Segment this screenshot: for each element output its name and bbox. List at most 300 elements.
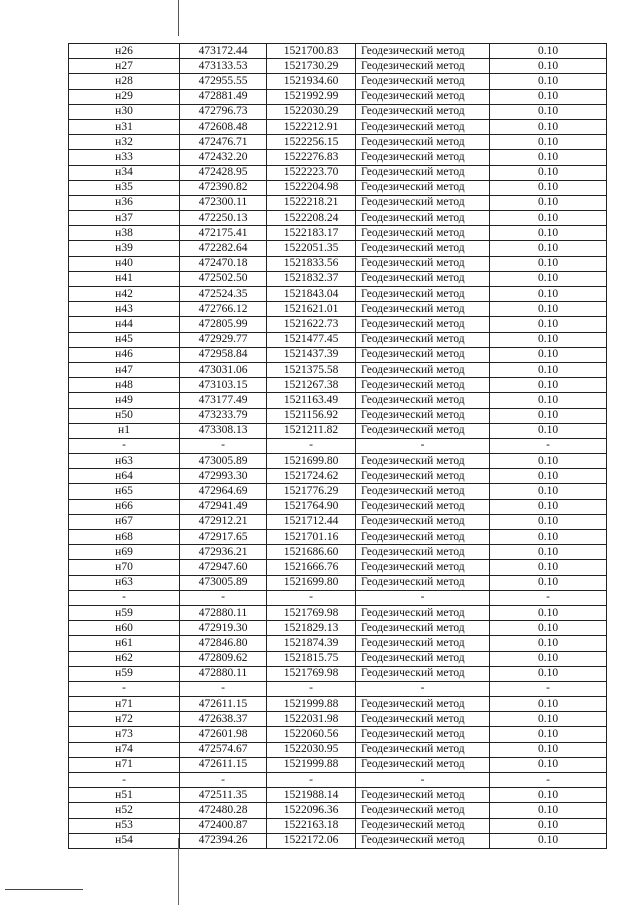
point-name-cell: н71 xyxy=(69,697,180,712)
x-coordinate-cell: 473177.49 xyxy=(180,393,267,408)
x-coordinate-cell: - xyxy=(180,590,267,605)
method-cell: Геодезический метод xyxy=(356,454,490,469)
x-coordinate-cell: 473031.06 xyxy=(180,362,267,377)
precision-cell: 0.10 xyxy=(490,135,607,150)
precision-cell: 0.10 xyxy=(490,499,607,514)
x-coordinate-cell: 472601.98 xyxy=(180,727,267,742)
y-coordinate-cell: 1522276.83 xyxy=(267,150,356,165)
precision-cell: 0.10 xyxy=(490,59,607,74)
precision-cell: 0.10 xyxy=(490,514,607,529)
precision-cell: 0.10 xyxy=(490,651,607,666)
method-cell: - xyxy=(356,681,490,696)
point-name-cell: н29 xyxy=(69,89,180,104)
point-name-cell: н54 xyxy=(69,833,180,848)
x-coordinate-cell: 472476.71 xyxy=(180,135,267,150)
method-cell: Геодезический метод xyxy=(356,44,490,59)
x-coordinate-cell: 472428.95 xyxy=(180,165,267,180)
table-row xyxy=(69,241,607,256)
table-row xyxy=(69,119,607,134)
point-name-cell: н68 xyxy=(69,530,180,545)
method-cell: Геодезический метод xyxy=(356,818,490,833)
y-coordinate-cell: 1521699.80 xyxy=(267,454,356,469)
point-name-cell: н45 xyxy=(69,332,180,347)
precision-cell: 0.10 xyxy=(490,347,607,362)
point-name-cell: н32 xyxy=(69,135,180,150)
x-coordinate-cell: 472611.15 xyxy=(180,757,267,772)
point-name-cell: - xyxy=(69,590,180,605)
precision-cell: 0.10 xyxy=(490,833,607,848)
y-coordinate-cell: - xyxy=(267,773,356,788)
point-name-cell: - xyxy=(69,438,180,453)
method-cell: Геодезический метод xyxy=(356,332,490,347)
precision-cell: 0.10 xyxy=(490,560,607,575)
table-row xyxy=(69,408,607,423)
point-name-cell: н51 xyxy=(69,788,180,803)
table-row xyxy=(69,59,607,74)
method-cell: Геодезический метод xyxy=(356,119,490,134)
table-row xyxy=(69,818,607,833)
precision-cell: 0.10 xyxy=(490,44,607,59)
precision-cell: 0.10 xyxy=(490,545,607,560)
precision-cell: - xyxy=(490,590,607,605)
table-row xyxy=(69,605,607,620)
y-coordinate-cell: 1522030.29 xyxy=(267,104,356,119)
point-name-cell: н53 xyxy=(69,818,180,833)
y-coordinate-cell: 1522051.35 xyxy=(267,241,356,256)
method-cell: - xyxy=(356,773,490,788)
x-coordinate-cell: 472282.64 xyxy=(180,241,267,256)
method-cell: Геодезический метод xyxy=(356,469,490,484)
point-name-cell: н39 xyxy=(69,241,180,256)
method-cell: Геодезический метод xyxy=(356,271,490,286)
precision-cell: - xyxy=(490,773,607,788)
precision-cell: 0.10 xyxy=(490,697,607,712)
method-cell: Геодезический метод xyxy=(356,712,490,727)
x-coordinate-cell: 472511.35 xyxy=(180,788,267,803)
point-name-cell: н35 xyxy=(69,180,180,195)
method-cell: Геодезический метод xyxy=(356,833,490,848)
precision-cell: 0.10 xyxy=(490,712,607,727)
table-row xyxy=(69,256,607,271)
x-coordinate-cell: 472638.37 xyxy=(180,712,267,727)
precision-cell: 0.10 xyxy=(490,530,607,545)
method-cell: Геодезический метод xyxy=(356,256,490,271)
x-coordinate-cell: 473308.13 xyxy=(180,423,267,438)
precision-cell: 0.10 xyxy=(490,256,607,271)
y-coordinate-cell: 1521999.88 xyxy=(267,697,356,712)
y-coordinate-cell: 1522060.56 xyxy=(267,727,356,742)
footer-rule xyxy=(5,889,83,890)
table-row xyxy=(69,484,607,499)
x-coordinate-cell: - xyxy=(180,681,267,696)
method-cell: Геодезический метод xyxy=(356,347,490,362)
method-cell: Геодезический метод xyxy=(356,241,490,256)
precision-cell: 0.10 xyxy=(490,818,607,833)
table-row xyxy=(69,195,607,210)
point-name-cell: н71 xyxy=(69,757,180,772)
table-row xyxy=(69,681,607,696)
method-cell: Геодезический метод xyxy=(356,195,490,210)
table-row xyxy=(69,742,607,757)
table-row xyxy=(69,575,607,590)
point-name-cell: н36 xyxy=(69,195,180,210)
x-coordinate-cell: 472955.55 xyxy=(180,74,267,89)
x-coordinate-cell: 472502.50 xyxy=(180,271,267,286)
point-name-cell: н50 xyxy=(69,408,180,423)
y-coordinate-cell: 1522218.21 xyxy=(267,195,356,210)
x-coordinate-cell: 472936.21 xyxy=(180,545,267,560)
table-row xyxy=(69,150,607,165)
table-row xyxy=(69,104,607,119)
y-coordinate-cell: 1521769.98 xyxy=(267,605,356,620)
y-coordinate-cell: 1521769.98 xyxy=(267,666,356,681)
y-coordinate-cell: 1521156.92 xyxy=(267,408,356,423)
point-name-cell: н59 xyxy=(69,605,180,620)
point-name-cell: н62 xyxy=(69,651,180,666)
table-row xyxy=(69,712,607,727)
method-cell: Геодезический метод xyxy=(356,742,490,757)
x-coordinate-cell: 472480.28 xyxy=(180,803,267,818)
y-coordinate-cell: 1522204.98 xyxy=(267,180,356,195)
precision-cell: 0.10 xyxy=(490,469,607,484)
table-row xyxy=(69,590,607,605)
y-coordinate-cell: 1521999.88 xyxy=(267,757,356,772)
method-cell: Геодезический метод xyxy=(356,605,490,620)
method-cell: Геодезический метод xyxy=(356,621,490,636)
precision-cell: - xyxy=(490,681,607,696)
table-row xyxy=(69,803,607,818)
x-coordinate-cell: 472958.84 xyxy=(180,347,267,362)
table-row xyxy=(69,317,607,332)
precision-cell: 0.10 xyxy=(490,636,607,651)
method-cell: Геодезический метод xyxy=(356,211,490,226)
point-name-cell: н63 xyxy=(69,454,180,469)
point-name-cell: н43 xyxy=(69,302,180,317)
y-coordinate-cell: 1521829.13 xyxy=(267,621,356,636)
method-cell: Геодезический метод xyxy=(356,575,490,590)
table-row xyxy=(69,135,607,150)
y-coordinate-cell: 1521621.01 xyxy=(267,302,356,317)
method-cell: Геодезический метод xyxy=(356,104,490,119)
table-row xyxy=(69,545,607,560)
table-row xyxy=(69,666,607,681)
table-row xyxy=(69,697,607,712)
precision-cell: 0.10 xyxy=(490,575,607,590)
table-row xyxy=(69,44,607,59)
x-coordinate-cell: 472175.41 xyxy=(180,226,267,241)
x-coordinate-cell: 472880.11 xyxy=(180,666,267,681)
table-row xyxy=(69,788,607,803)
method-cell: Геодезический метод xyxy=(356,287,490,302)
point-name-cell: н61 xyxy=(69,636,180,651)
point-name-cell: н40 xyxy=(69,256,180,271)
method-cell: Геодезический метод xyxy=(356,74,490,89)
method-cell: Геодезический метод xyxy=(356,423,490,438)
x-coordinate-cell: 472390.82 xyxy=(180,180,267,195)
y-coordinate-cell: 1521833.56 xyxy=(267,256,356,271)
margin-line-top xyxy=(178,0,179,36)
x-coordinate-cell: 472880.11 xyxy=(180,605,267,620)
point-name-cell: н34 xyxy=(69,165,180,180)
table-row xyxy=(69,530,607,545)
precision-cell: 0.10 xyxy=(490,271,607,286)
y-coordinate-cell: - xyxy=(267,590,356,605)
point-name-cell: н30 xyxy=(69,104,180,119)
x-coordinate-cell: 472947.60 xyxy=(180,560,267,575)
x-coordinate-cell: 472912.21 xyxy=(180,514,267,529)
precision-cell: 0.10 xyxy=(490,666,607,681)
x-coordinate-cell: 472611.15 xyxy=(180,697,267,712)
y-coordinate-cell: 1521699.80 xyxy=(267,575,356,590)
point-name-cell: н63 xyxy=(69,575,180,590)
precision-cell: 0.10 xyxy=(490,393,607,408)
precision-cell: 0.10 xyxy=(490,180,607,195)
y-coordinate-cell: 1522208.24 xyxy=(267,211,356,226)
x-coordinate-cell: 472524.35 xyxy=(180,287,267,302)
precision-cell: 0.10 xyxy=(490,332,607,347)
method-cell: Геодезический метод xyxy=(356,757,490,772)
y-coordinate-cell: 1521764.90 xyxy=(267,499,356,514)
point-name-cell: н42 xyxy=(69,287,180,302)
y-coordinate-cell: 1522163.18 xyxy=(267,818,356,833)
x-coordinate-cell: 473103.15 xyxy=(180,378,267,393)
y-coordinate-cell: - xyxy=(267,681,356,696)
x-coordinate-cell: 472470.18 xyxy=(180,256,267,271)
y-coordinate-cell: 1521163.49 xyxy=(267,393,356,408)
method-cell: Геодезический метод xyxy=(356,545,490,560)
point-name-cell: н66 xyxy=(69,499,180,514)
x-coordinate-cell: 472846.80 xyxy=(180,636,267,651)
method-cell: Геодезический метод xyxy=(356,150,490,165)
coordinates-table-body xyxy=(69,44,607,849)
x-coordinate-cell: 473005.89 xyxy=(180,454,267,469)
y-coordinate-cell: 1521622.73 xyxy=(267,317,356,332)
table-row xyxy=(69,727,607,742)
method-cell: Геодезический метод xyxy=(356,666,490,681)
y-coordinate-cell: 1521701.16 xyxy=(267,530,356,545)
point-name-cell: - xyxy=(69,773,180,788)
x-coordinate-cell: 472796.73 xyxy=(180,104,267,119)
table-row xyxy=(69,773,607,788)
precision-cell: 0.10 xyxy=(490,287,607,302)
x-coordinate-cell: 473133.53 xyxy=(180,59,267,74)
method-cell: Геодезический метод xyxy=(356,788,490,803)
point-name-cell: - xyxy=(69,681,180,696)
x-coordinate-cell: 473172.44 xyxy=(180,44,267,59)
point-name-cell: н65 xyxy=(69,484,180,499)
y-coordinate-cell: 1522031.98 xyxy=(267,712,356,727)
point-name-cell: н49 xyxy=(69,393,180,408)
point-name-cell: н27 xyxy=(69,59,180,74)
precision-cell: 0.10 xyxy=(490,742,607,757)
y-coordinate-cell: 1521832.37 xyxy=(267,271,356,286)
x-coordinate-cell: 472250.13 xyxy=(180,211,267,226)
precision-cell: 0.10 xyxy=(490,362,607,377)
method-cell: Геодезический метод xyxy=(356,165,490,180)
method-cell: Геодезический метод xyxy=(356,393,490,408)
precision-cell: 0.10 xyxy=(490,211,607,226)
x-coordinate-cell: 472919.30 xyxy=(180,621,267,636)
table-row xyxy=(69,165,607,180)
y-coordinate-cell: 1521724.62 xyxy=(267,469,356,484)
method-cell: Геодезический метод xyxy=(356,727,490,742)
point-name-cell: н69 xyxy=(69,545,180,560)
method-cell: Геодезический метод xyxy=(356,89,490,104)
precision-cell: 0.10 xyxy=(490,757,607,772)
precision-cell: 0.10 xyxy=(490,302,607,317)
precision-cell: 0.10 xyxy=(490,605,607,620)
y-coordinate-cell: 1521437.39 xyxy=(267,347,356,362)
precision-cell: 0.10 xyxy=(490,408,607,423)
point-name-cell: н73 xyxy=(69,727,180,742)
x-coordinate-cell: - xyxy=(180,438,267,453)
precision-cell: 0.10 xyxy=(490,165,607,180)
method-cell: Геодезический метод xyxy=(356,59,490,74)
point-name-cell: н72 xyxy=(69,712,180,727)
precision-cell: 0.10 xyxy=(490,119,607,134)
method-cell: Геодезический метод xyxy=(356,317,490,332)
precision-cell: 0.10 xyxy=(490,104,607,119)
y-coordinate-cell: - xyxy=(267,438,356,453)
x-coordinate-cell: 472300.11 xyxy=(180,195,267,210)
precision-cell: 0.10 xyxy=(490,241,607,256)
precision-cell: 0.10 xyxy=(490,454,607,469)
method-cell: Геодезический метод xyxy=(356,636,490,651)
method-cell: Геодезический метод xyxy=(356,697,490,712)
precision-cell: 0.10 xyxy=(490,423,607,438)
x-coordinate-cell: 472809.62 xyxy=(180,651,267,666)
x-coordinate-cell: 472941.49 xyxy=(180,499,267,514)
precision-cell: 0.10 xyxy=(490,89,607,104)
precision-cell: 0.10 xyxy=(490,621,607,636)
point-name-cell: н70 xyxy=(69,560,180,575)
y-coordinate-cell: 1521666.76 xyxy=(267,560,356,575)
y-coordinate-cell: 1521730.29 xyxy=(267,59,356,74)
y-coordinate-cell: 1521375.58 xyxy=(267,362,356,377)
table-row xyxy=(69,332,607,347)
point-name-cell: н26 xyxy=(69,44,180,59)
method-cell: - xyxy=(356,590,490,605)
y-coordinate-cell: 1521934.60 xyxy=(267,74,356,89)
y-coordinate-cell: 1521874.39 xyxy=(267,636,356,651)
x-coordinate-cell: 472766.12 xyxy=(180,302,267,317)
y-coordinate-cell: 1522212.91 xyxy=(267,119,356,134)
table-row xyxy=(69,651,607,666)
point-name-cell: н52 xyxy=(69,803,180,818)
point-name-cell: н60 xyxy=(69,621,180,636)
x-coordinate-cell: 472432.20 xyxy=(180,150,267,165)
precision-cell: 0.10 xyxy=(490,150,607,165)
precision-cell: 0.10 xyxy=(490,803,607,818)
method-cell: Геодезический метод xyxy=(356,530,490,545)
x-coordinate-cell: 472917.65 xyxy=(180,530,267,545)
precision-cell: 0.10 xyxy=(490,317,607,332)
coordinates-table xyxy=(68,43,607,849)
point-name-cell: н28 xyxy=(69,74,180,89)
table-row xyxy=(69,833,607,848)
precision-cell: 0.10 xyxy=(490,74,607,89)
method-cell: Геодезический метод xyxy=(356,514,490,529)
method-cell: Геодезический метод xyxy=(356,484,490,499)
y-coordinate-cell: 1522183.17 xyxy=(267,226,356,241)
point-name-cell: н59 xyxy=(69,666,180,681)
x-coordinate-cell: 472394.26 xyxy=(180,833,267,848)
x-coordinate-cell: 472400.87 xyxy=(180,818,267,833)
y-coordinate-cell: 1521815.75 xyxy=(267,651,356,666)
point-name-cell: н1 xyxy=(69,423,180,438)
point-name-cell: н46 xyxy=(69,347,180,362)
method-cell: Геодезический метод xyxy=(356,499,490,514)
point-name-cell: н74 xyxy=(69,742,180,757)
table-row xyxy=(69,636,607,651)
margin-line-bottom xyxy=(178,838,179,905)
y-coordinate-cell: 1522030.95 xyxy=(267,742,356,757)
table-row xyxy=(69,378,607,393)
method-cell: - xyxy=(356,438,490,453)
method-cell: Геодезический метод xyxy=(356,302,490,317)
table-row xyxy=(69,362,607,377)
y-coordinate-cell: 1521700.83 xyxy=(267,44,356,59)
table-row xyxy=(69,287,607,302)
table-row xyxy=(69,469,607,484)
table-row xyxy=(69,180,607,195)
x-coordinate-cell: 472993.30 xyxy=(180,469,267,484)
y-coordinate-cell: 1521211.82 xyxy=(267,423,356,438)
method-cell: Геодезический метод xyxy=(356,560,490,575)
point-name-cell: н37 xyxy=(69,211,180,226)
x-coordinate-cell: 472608.48 xyxy=(180,119,267,134)
precision-cell: 0.10 xyxy=(490,727,607,742)
y-coordinate-cell: 1522256.15 xyxy=(267,135,356,150)
point-name-cell: н44 xyxy=(69,317,180,332)
point-name-cell: н33 xyxy=(69,150,180,165)
method-cell: Геодезический метод xyxy=(356,226,490,241)
precision-cell: 0.10 xyxy=(490,378,607,393)
precision-cell: 0.10 xyxy=(490,484,607,499)
point-name-cell: н64 xyxy=(69,469,180,484)
y-coordinate-cell: 1521988.14 xyxy=(267,788,356,803)
table-row xyxy=(69,454,607,469)
precision-cell: 0.10 xyxy=(490,195,607,210)
method-cell: Геодезический метод xyxy=(356,180,490,195)
y-coordinate-cell: 1521712.44 xyxy=(267,514,356,529)
point-name-cell: н67 xyxy=(69,514,180,529)
method-cell: Геодезический метод xyxy=(356,362,490,377)
table-row xyxy=(69,560,607,575)
point-name-cell: н38 xyxy=(69,226,180,241)
method-cell: Геодезический метод xyxy=(356,378,490,393)
method-cell: Геодезический метод xyxy=(356,803,490,818)
table-row xyxy=(69,211,607,226)
table-row xyxy=(69,438,607,453)
method-cell: Геодезический метод xyxy=(356,651,490,666)
y-coordinate-cell: 1521686.60 xyxy=(267,545,356,560)
x-coordinate-cell: 472805.99 xyxy=(180,317,267,332)
table-row xyxy=(69,74,607,89)
x-coordinate-cell: - xyxy=(180,773,267,788)
precision-cell: 0.10 xyxy=(490,226,607,241)
x-coordinate-cell: 473005.89 xyxy=(180,575,267,590)
point-name-cell: н48 xyxy=(69,378,180,393)
table-row xyxy=(69,347,607,362)
point-name-cell: н31 xyxy=(69,119,180,134)
precision-cell: 0.10 xyxy=(490,788,607,803)
x-coordinate-cell: 472881.49 xyxy=(180,89,267,104)
table-row xyxy=(69,393,607,408)
table-row xyxy=(69,423,607,438)
x-coordinate-cell: 473233.79 xyxy=(180,408,267,423)
precision-cell: - xyxy=(490,438,607,453)
